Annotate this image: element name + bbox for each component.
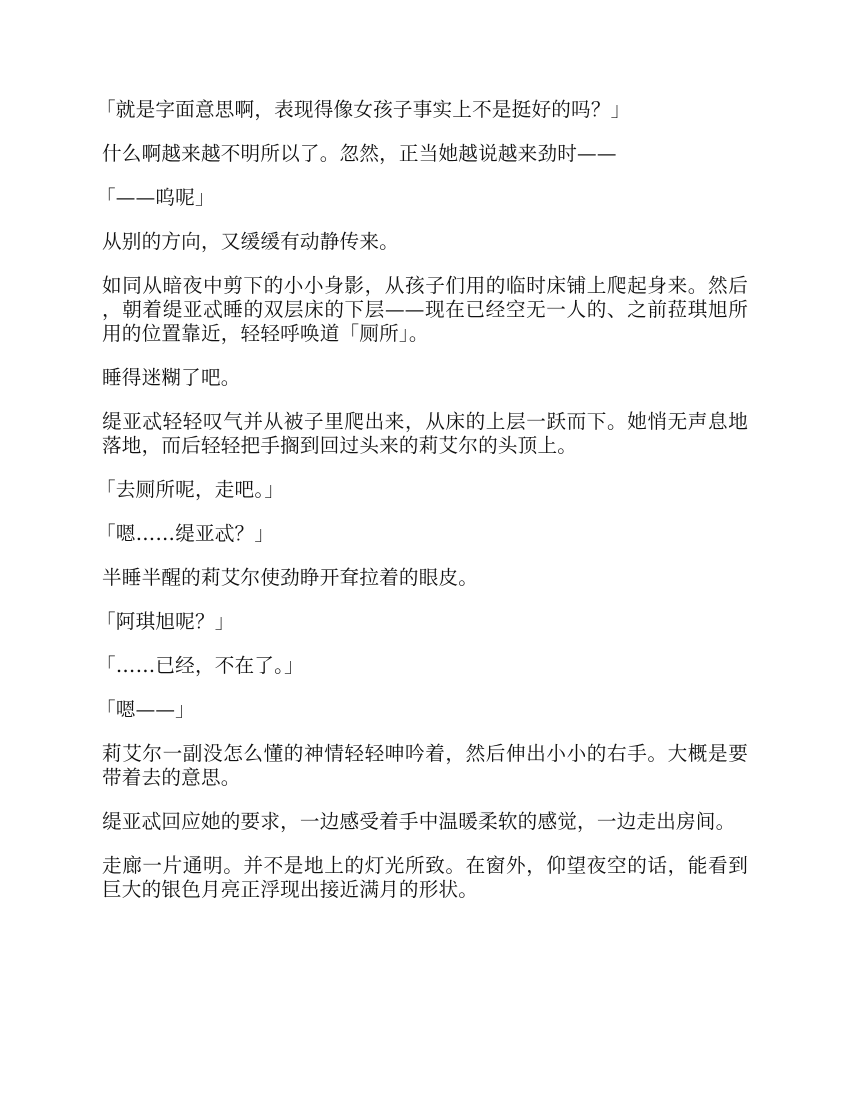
paragraph-narration: 从别的方向，又缓缓有动静传来。 xyxy=(102,230,399,253)
paragraph-narration: 缇亚忒轻轻叹气并从被子里爬出来，从床的上层一跃而下。她悄无声息地落地，而后轻轻把手搁到回过头来的莉艾尔的头顶上。 xyxy=(102,410,748,457)
paragraph-dialogue: 「——呜呢」 xyxy=(96,186,215,209)
paragraph-narration: 莉艾尔一副没怎么懂的神情轻轻呻吟着，然后伸出小小的右手。大概是要带着去的意思。 xyxy=(102,742,748,789)
paragraph-dialogue: 「就是字面意思啊，表现得像女孩子事实上不是挺好的吗？」 xyxy=(96,98,631,121)
paragraph-dialogue: 「阿琪旭呢？」 xyxy=(96,610,235,633)
paragraph-narration: 半睡半醒的莉艾尔使劲睁开耷拉着的眼皮。 xyxy=(102,566,479,589)
document-page xyxy=(96,98,748,922)
paragraph-narration: 走廊一片通明。并不是地上的灯光所致。在窗外，仰望夜空的话，能看到巨大的银色月亮正浮现出接近满月的形状。 xyxy=(102,854,748,901)
paragraph-narration: 如同从暗夜中剪下的小小身影，从孩子们用的临时床铺上爬起身来。然后，朝着缇亚忒睡的双层床的下层——现在已经空无一人的、之前菈琪旭所用的位置靠近，轻轻呼唤道「厕所」。 xyxy=(102,274,748,345)
paragraph-dialogue: 「嗯——」 xyxy=(96,698,195,721)
paragraph-dialogue: 「……已经，不在了。」 xyxy=(96,654,304,677)
paragraph-narration: 什么啊越来越不明所以了。忽然，正当她越说越来劲时—— xyxy=(102,142,617,165)
paragraph-narration: 睡得迷糊了吧。 xyxy=(102,366,241,389)
paragraph-dialogue: 「去厕所呢，走吧。」 xyxy=(96,478,285,501)
paragraph-dialogue: 「嗯……缇亚忒？」 xyxy=(96,522,275,545)
paragraph-narration: 缇亚忒回应她的要求，一边感受着手中温暖柔软的感觉，一边走出房间。 xyxy=(102,810,736,833)
